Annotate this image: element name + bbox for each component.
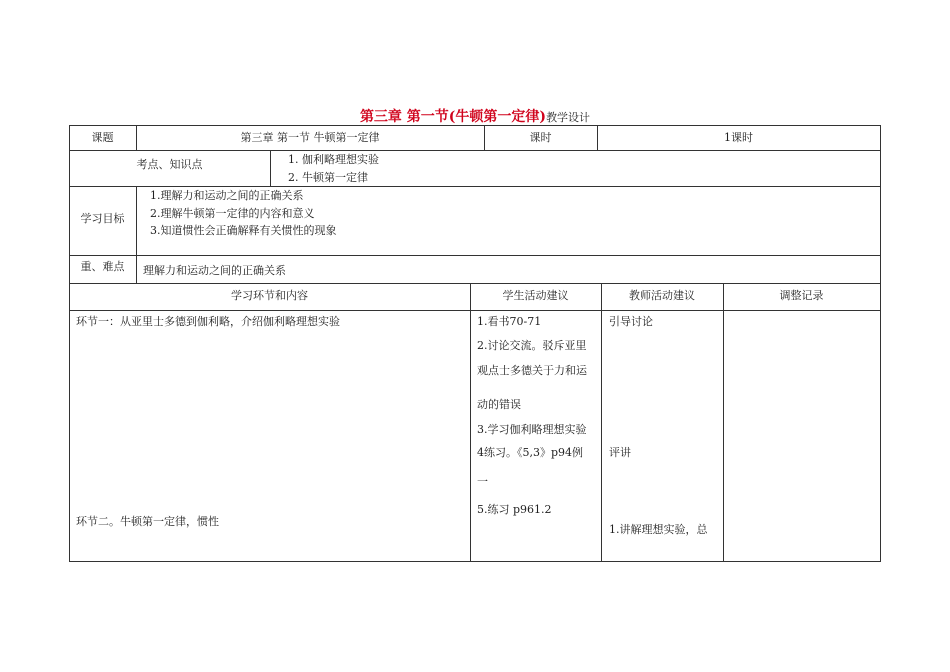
keypoints-value: 理解力和运动之间的正确关系 (143, 264, 286, 277)
keypoints-label: 重、难点 (80, 260, 125, 273)
title-suffix: 教学设计 (546, 111, 591, 124)
column-header: 学生活动建议 (502, 289, 569, 302)
goals-item: 1.理解力和运动之间的正确关系 (150, 189, 304, 202)
column-header: 调整记录 (779, 289, 824, 302)
points-label: 考点、知识点 (136, 158, 203, 171)
points-item: 2. 牛顿第一定律 (288, 171, 368, 184)
subject-value: 第三章 第一节 牛顿第一定律 (240, 131, 380, 144)
student-activity: 动的错误 (477, 398, 521, 411)
title-main: 第三章 第一节(牛顿第一定律) (359, 109, 547, 125)
goals-item: 2.理解牛顿第一定律的内容和意义 (150, 207, 315, 220)
goals-label: 学习目标 (80, 212, 125, 225)
student-activity: 3.学习伽利略理想实验 (477, 423, 587, 436)
goals-item: 3.知道惯性会正确解释有关惯性的现象 (150, 224, 337, 237)
column-header: 学习环节和内容 (231, 289, 308, 302)
teacher-activity: 1.讲解理想实验，总 (609, 523, 708, 536)
student-activity: 5.练习 p961.2 (477, 503, 552, 516)
points-item: 1. 伽利略理想实验 (288, 153, 379, 166)
segment-one: 环节一：从亚里士多德到伽利略，介绍伽利略理想实验 (76, 315, 340, 328)
segment-two: 环节二。牛顿第一定律，惯性 (76, 515, 219, 528)
teacher-activity: 评讲 (609, 446, 631, 459)
hours-value: 1课时 (724, 131, 753, 144)
teacher-activity: 引导讨论 (609, 315, 653, 328)
column-header: 教师活动建议 (629, 289, 695, 302)
student-activity: 观点士多德关于力和运 (477, 364, 587, 377)
student-activity: 一 (477, 475, 488, 488)
hours-label: 课时 (529, 131, 552, 144)
student-activity: 1.看书70-71 (477, 315, 542, 328)
subject-label: 课题 (91, 131, 114, 144)
document-title (0, 106, 950, 126)
student-activity: 2.讨论交流。驳斥亚里 (477, 339, 587, 352)
student-activity: 4练习。《5,3》p94例 (477, 446, 584, 459)
